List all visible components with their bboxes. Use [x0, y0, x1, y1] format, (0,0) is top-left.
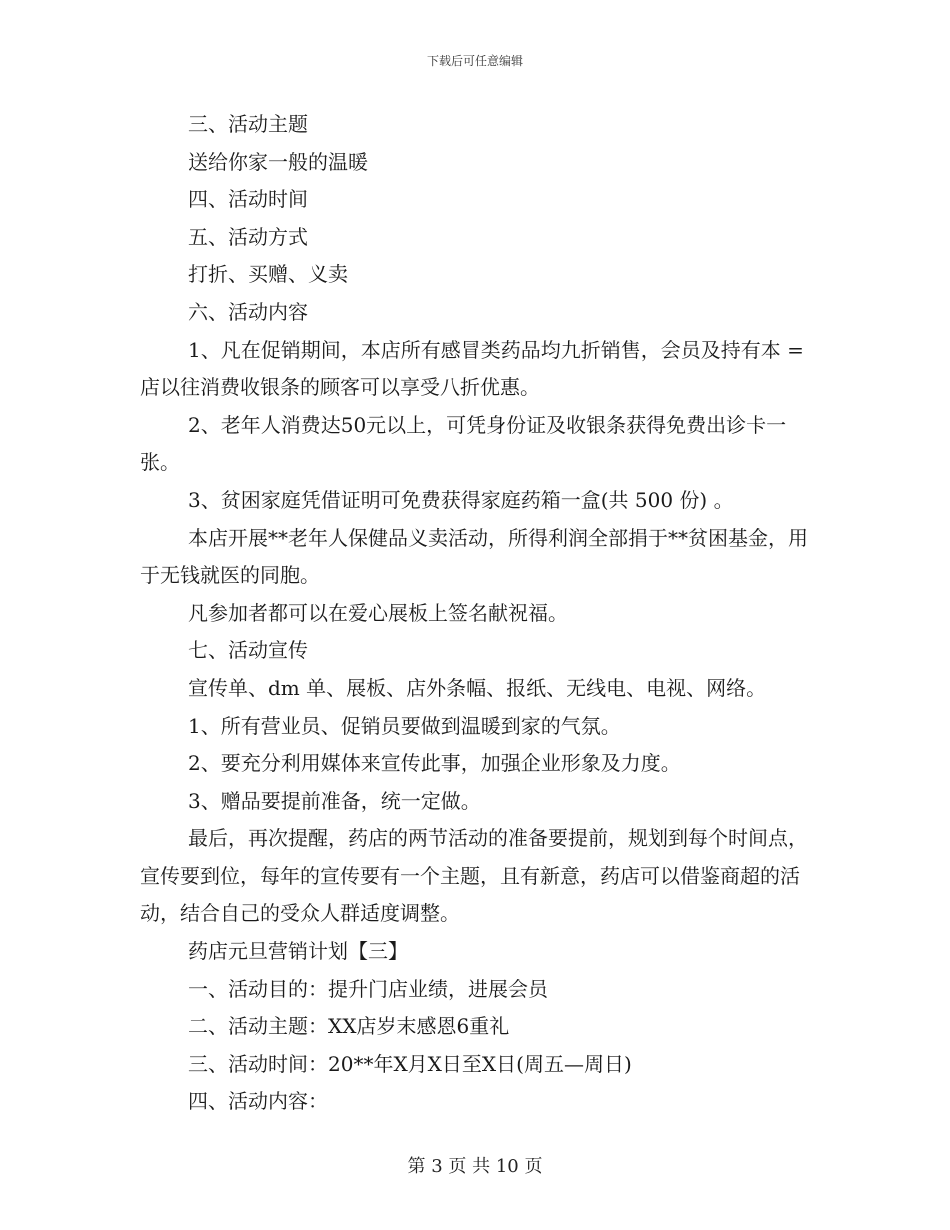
paragraph: 2、老年人消费达50元以上，可凭身份证及收银条获得免费出诊卡一张。 [140, 412, 787, 475]
paragraph: 1、凡在促销期间，本店所有感冒类药品均九折销售，会员及持有本 =店以往消费收银条的顾客可以享受八折优惠。 [140, 337, 804, 400]
paragraph: 二、活动主题：XX店岁末感恩6重礼 [188, 1014, 510, 1039]
paragraph: 3、赠品要提前准备，统一定做。 [188, 788, 481, 813]
document-body [140, 106, 812, 1121]
paragraph: 四、活动内容： [188, 1089, 328, 1114]
paragraph: 1、所有营业员、促销员要做到温暖到家的气氛。 [188, 713, 621, 738]
paragraph: 本店开展**老年人保健品义卖活动，所得利润全部捐于**贫困基金，用于无钱就医的同胞。 [140, 525, 808, 588]
paragraph: 七、活动宣传 [188, 638, 308, 663]
paragraph: 五、活动方式 [188, 224, 308, 249]
paragraph: 最后，再次提醒，药店的两节活动的准备要提前，规划到每个时间点，宣传要到位，每年的宣传要有一个主题，且有新意，药店可以借鉴商超的活动，结合自己的受众人群适度调整。 [140, 826, 808, 926]
section-heading: 药店元旦营销计划【三】 [188, 939, 408, 964]
paragraph: 六、活动内容 [188, 299, 308, 324]
paragraph: 2、要充分利用媒体来宣传此事，加强企业形象及力度。 [188, 751, 681, 776]
paragraph: 凡参加者都可以在爱心展板上签名献祝福。 [188, 600, 568, 625]
paragraph: 送给你家一般的温暖 [188, 149, 368, 174]
page-header: 下载后可任意编辑 [426, 54, 523, 68]
paragraph: 打折、买赠、义卖 [188, 262, 348, 287]
paragraph: 3、贫困家庭凭借证明可免费获得家庭药箱一盒(共 500 份) 。 [188, 487, 734, 512]
paragraph: 三、活动时间：20**年X月X日至X日(周五—周日) [188, 1051, 632, 1076]
paragraph: 宣传单、dm 单、展板、店外条幅、报纸、无线电、电视、网络。 [188, 675, 767, 700]
paragraph: 三、活动主题 [188, 112, 308, 136]
paragraph: 四、活动时间 [188, 187, 308, 212]
page-footer: 第 3 页 共 10 页 [407, 1156, 543, 1177]
paragraph: 一、活动目的：提升门店业绩，进展会员 [188, 976, 548, 1001]
